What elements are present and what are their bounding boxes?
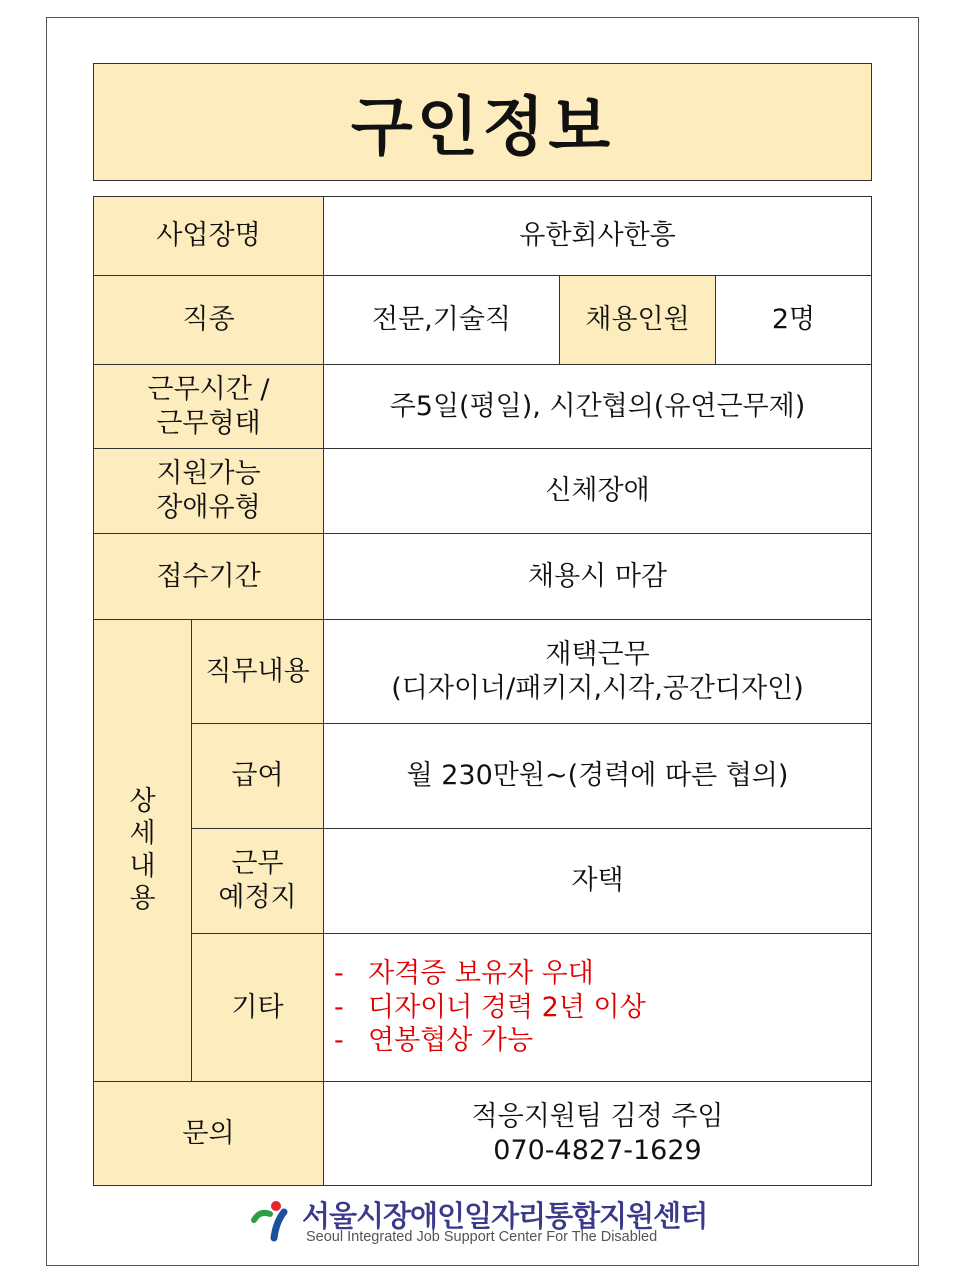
work-hours-label: 근무시간 / 근무형태 — [93, 364, 324, 449]
org-logo — [250, 1192, 720, 1252]
business-name-label: 사업장명 — [93, 196, 324, 276]
disability-type-value: 신체장애 — [323, 448, 872, 534]
other-list — [334, 957, 646, 1058]
business-name-value: 유한회사한흥 — [323, 196, 872, 276]
other-value — [323, 933, 872, 1082]
title-banner — [93, 63, 872, 181]
salary-value: 월 230만원~(경력에 따른 협의) — [323, 723, 872, 829]
person-logo-icon — [250, 1198, 296, 1244]
hire-count-label: 채용인원 — [559, 275, 716, 365]
other-label: 기타 — [191, 933, 324, 1082]
duties-value: 재택근무 (디자이너/패키지,시각,공간디자인) — [323, 619, 872, 724]
list-item: - 자격증 보유자 우대 — [334, 957, 594, 989]
application-period-value: 채용시 마감 — [323, 533, 872, 620]
page-title: 구인정보 — [350, 91, 615, 165]
list-item: - 연봉협상 가능 — [334, 1025, 534, 1057]
hire-count-value: 2명 — [715, 275, 872, 365]
org-name: 서울시장애인일자리통합지원센터 — [302, 1199, 708, 1233]
disability-type-label: 지원가능 장애유형 — [93, 448, 324, 534]
org-name-english: Seoul Integrated Job Support Center For The Disabled — [306, 1229, 658, 1245]
job-type-label: 직종 — [93, 275, 324, 365]
work-location-value: 자택 — [323, 828, 872, 934]
application-period-label: 접수기간 — [93, 533, 324, 620]
duties-label: 직무내용 — [191, 619, 324, 724]
details-group-label: 상 세 내 용 — [93, 619, 192, 1082]
work-hours-value: 주5일(평일), 시간협의(유연근무제) — [323, 364, 872, 449]
list-item: - 디자이너 경력 2년 이상 — [334, 991, 646, 1023]
salary-label: 급여 — [191, 723, 324, 829]
contact-label: 문의 — [93, 1081, 324, 1186]
job-type-value: 전문,기술직 — [323, 275, 560, 365]
work-location-label: 근무 예정지 — [191, 828, 324, 934]
contact-value: 적응지원팀 김정 주임 070-4827-1629 — [323, 1081, 872, 1186]
